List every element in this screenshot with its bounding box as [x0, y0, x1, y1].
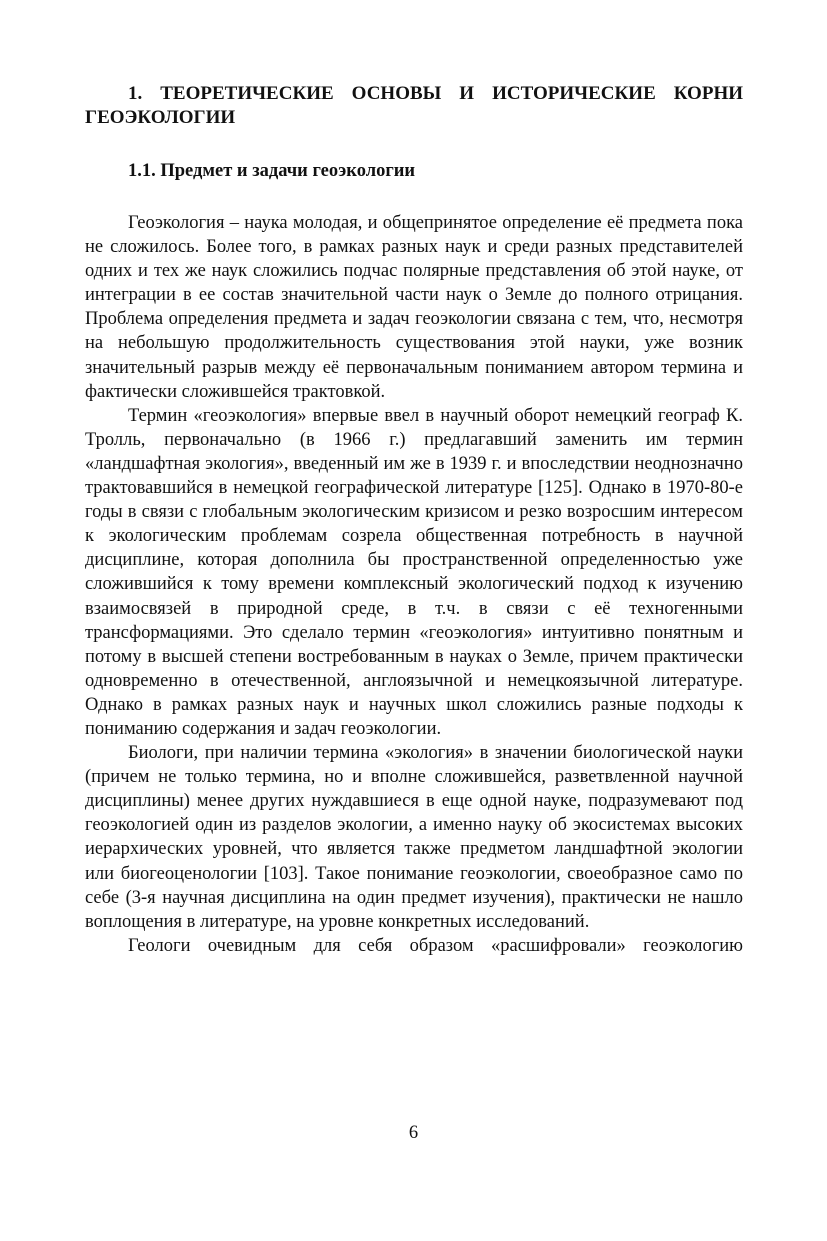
- document-page: [85, 82, 743, 958]
- paragraph-definition: Геоэкология – наука молодая, и общепринятое определение её предмета пока не сложилось. Более того, в рамках разных наук и среди разных представителей одних и тех же наук сложились подчас полярные представления об этой науке, от интеграции в ее состав значительной части наук о Земле до полного отрицания. Проблема определения предмета и задач геоэкологии связана с тем, что, несмотря на небольшую продолжительность существования этой науки, уже возник значительный разрыв между её первоначальным пониманием автором термина и фактически сложившейся трактовкой.: [85, 213, 743, 402]
- paragraph-geologists: Геологи очевидным для себя образом «расшифровали» геоэкологию: [128, 935, 743, 956]
- page-number: 6: [408, 1123, 419, 1143]
- chapter-title: 1. ТЕОРЕТИЧЕСКИЕ ОСНОВЫ И ИСТОРИЧЕСКИЕ КОРНИ ГЕОЭКОЛОГИИ: [85, 83, 743, 128]
- paragraph-term-history: Термин «геоэкология» впервые ввел в научный оборот немецкий географ К. Тролль, первоначально (в 1966 г.) предлагавший заменить им термин «ландшафтная экология», введенный им же в 1939 г. и впоследствии неоднозначно трактовавшийся в немецкой географической литературе [125]. Однако в 1970-80-е годы в связи с глобальным экологическим кризисом и резко возросшим интересом к экологическим проблемам созрела общественная потребность в научной дисциплине, которая дополнила бы пространственной определенностью уже сложившийся к тому времени комплексный экологический подход к изучению взаимосвязей в природной среде, в т.ч. в связи с её техногенными трансформациями. Это сделало термин «геоэкология» интуитивно понятным и потому в высшей степени востребованным в науках о Земле, причем практически одновременно в отечественной, англоязычной и немецкоязычной литературе. Однако в рамках разных наук и научных школ сложились разные подходы к пониманию содержания и задач геоэкологии.: [85, 405, 743, 739]
- section-title: 1.1. Предмет и задачи геоэкологии: [128, 161, 416, 181]
- paragraph-biologists: Биологи, при наличии термина «экология» в значении биологической науки (причем не только термина, но и вполне сложившейся, разветвленной научной дисциплины) менее других нуждавшиеся в еще одной науке, подразумевают под геоэкологией один из разделов экологии, а именно науку об экосистемах высоких иерархических уровней, что является также предметом ландшафтной экологии или биогеоценологии [103]. Такое понимание геоэкологии, своеобразное само по себе (3-я научная дисциплина на один предмет изучения), практически не нашло воплощения в литературе, на уровне конкретных исследований.: [85, 743, 743, 932]
- body-text: [85, 211, 743, 958]
